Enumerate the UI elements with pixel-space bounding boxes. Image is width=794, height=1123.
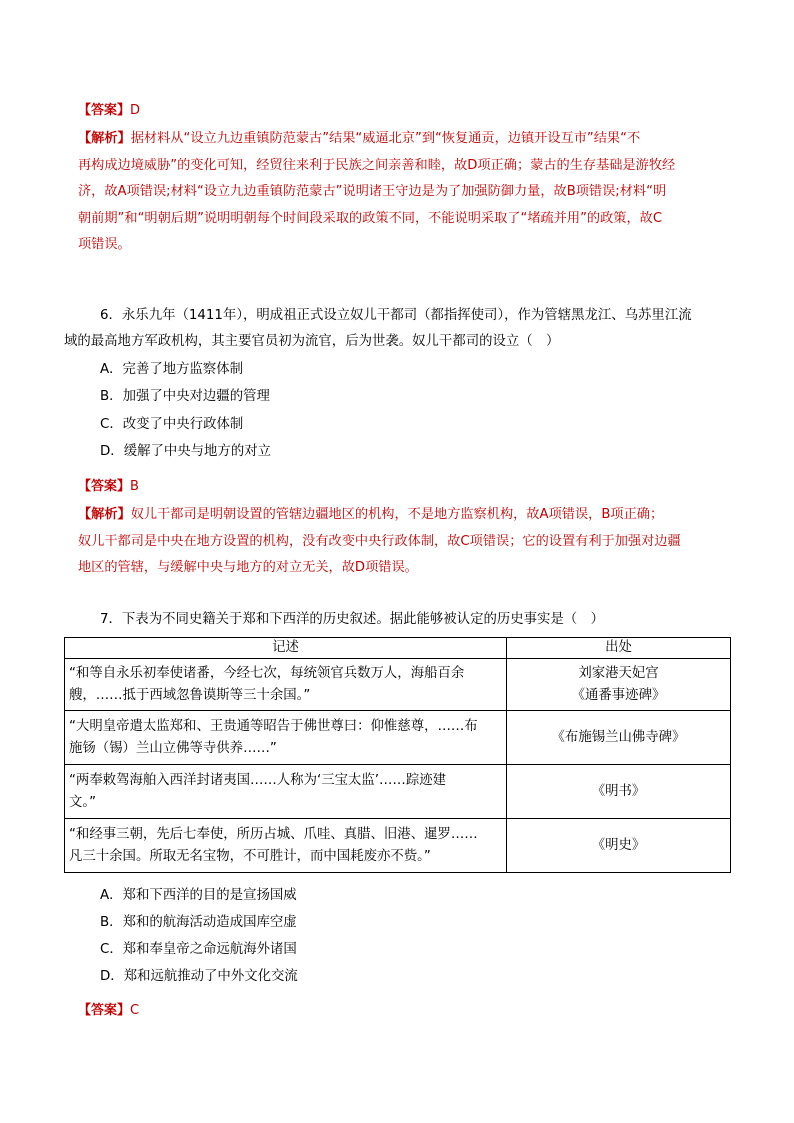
q7-option-c[interactable]: C．郑和奉皇帝之命远航海外诸国 (100, 942, 297, 957)
q6-answer-label: 【答案】 (78, 479, 131, 494)
q5-analysis-label: 【解析】 (78, 131, 131, 146)
q7-option-a[interactable]: A．郑和下西洋的目的是宣扬国威 (100, 888, 297, 903)
q7-answer-label: 【答案】 (78, 1003, 131, 1018)
table-cell-record: “大明皇帝遣太监郑和、王贵通等昭告于佛世尊曰：仰惟慈尊，……布 施钖（锡）兰山立佛等寺供养……” (65, 711, 507, 765)
q5-analysis-line: 济，故A项错误;材料“设立九边重镇防范蒙古”说明诸王守边是为了加强防御力量，故B项错误;材料“明 (78, 184, 667, 199)
q6-answer (78, 478, 732, 496)
q6-stem-line: 6．永乐九年（1411年），明成祖正式设立奴儿干都司（都指挥使司），作为管辖黑龙江、乌苏里江流 (100, 308, 692, 323)
q7-stem: 7．下表为不同史籍关于郑和下西洋的历史叙述。据此能够被认定的历史事实是（ ） (100, 612, 604, 627)
q6-option-a[interactable]: A．完善了地方监察体制 (100, 362, 244, 377)
q5-analysis-line: 再构成边境威胁”的变化可知，经贸往来利于民族之间亲善和睦，故D项正确；蒙古的生存基础是游牧经 (78, 157, 676, 173)
q5-answer-value: D (130, 103, 141, 118)
q5-analysis-line: 朝前期”和“明朝后期”说明明朝每个时间段采取的政策不同，不能说明采取了“堵疏并用”的政策，故C (78, 210, 663, 226)
table-cell-source: 刘家港天妃宫 《通番事迹碑》 (507, 659, 731, 711)
table-row (65, 765, 731, 819)
q6-analysis-line: 地区的管辖，与缓解中央与地方的对立无关，故D项错误。 (78, 560, 418, 575)
q7-option-b[interactable]: B．郑和的航海活动造成国库空虚 (100, 915, 297, 930)
q5-answer-label: 【答案】 (78, 103, 131, 118)
table-cell-record: “和等自永乐初奉使诸番，今经七次，每统领官兵数万人，海船百余 艘，……抵于西域忽鲁谟斯等三十余国。” (65, 659, 507, 711)
q5-analysis-line: 项错误。 (78, 237, 131, 252)
table-cell-source: 《明史》 (507, 819, 731, 873)
q6-option-d[interactable]: D．缓解了中央与地方的对立 (100, 444, 271, 459)
table-row (65, 659, 731, 711)
q6-stem-line: 域的最高地方军政机构，其主要官员初为流官，后为世袭。奴儿干都司的设立（ ） (64, 334, 560, 349)
table-cell-record: “和经事三朝，先后七奉使，所历占城、爪哇、真腊、旧港、暹罗…… 凡三十余国。所取无名宝物，不可胜计，而中国耗废亦不赀。” (65, 819, 507, 873)
table-cell-source: 《布施锡兰山佛寺碑》 (507, 711, 731, 765)
table-header-row (65, 638, 731, 659)
q6-stem (100, 303, 740, 329)
q6-analysis-label: 【解析】 (78, 507, 131, 522)
table-row (65, 711, 731, 765)
q6-analysis (78, 502, 732, 582)
q7-option-d[interactable]: D．郑和远航推动了中外文化交流 (100, 969, 298, 984)
q7-source-table (64, 637, 731, 873)
table-cell-record: “两奉敕驾海舶入西洋封诸夷国……人称为‘三宝太监’……踪迹建 文。” (65, 765, 507, 819)
q6-answer-value: B (130, 479, 139, 494)
q6-stem-cont (64, 329, 744, 355)
q6-option-b[interactable]: B．加强了中央对边疆的管理 (100, 389, 270, 404)
q5-analysis-line: 【解析】据材料从“设立九边重镇防范蒙古”结果“威逼北京”到“恢复通贡，边镇开设互市”结果“不 (78, 131, 641, 146)
q6-analysis-line: 【解析】奴儿干都司是明朝设置的管辖边疆地区的机构，不是地方监察机构，故A项错误，B项正确； (78, 507, 664, 522)
q6-option-c[interactable]: C．改变了中央行政体制 (100, 417, 244, 432)
table-cell-source: 《明书》 (507, 765, 731, 819)
q6-analysis-line: 奴儿干都司是中央在地方设置的机构，没有改变中央行政体制，故C项错误；它的设置有利于加强对边疆 (78, 533, 681, 549)
q7-answer-value: C (130, 1003, 140, 1018)
q5-analysis (78, 126, 732, 259)
q7-answer (78, 1002, 732, 1020)
table-header-source: 出处 (507, 638, 731, 659)
q5-answer (78, 102, 732, 120)
table-row (65, 819, 731, 873)
table-header-record: 记述 (65, 638, 507, 659)
